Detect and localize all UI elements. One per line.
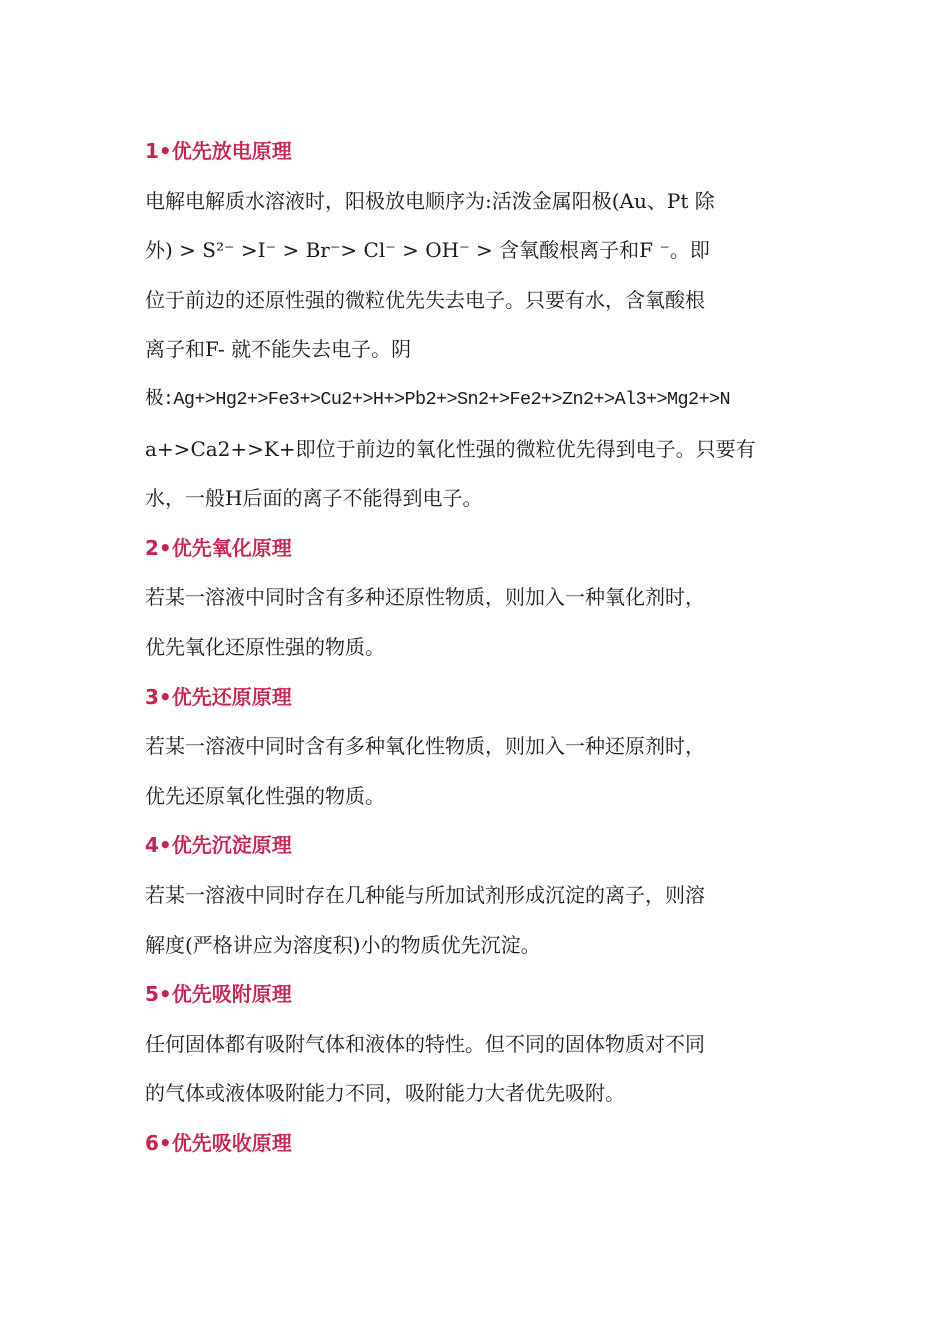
section-heading-3: 3•优先还原原理: [145, 684, 292, 709]
paragraph-line: a+>Ca2+>K+即位于前边的氧化性强的微粒优先得到电子。只要有: [145, 436, 756, 461]
section-heading-4: 4•优先沉淀原理: [145, 833, 292, 858]
section-heading-5: 5•优先吸附原理: [145, 982, 292, 1007]
paragraph-line: 若某一溶液中同时含有多种还原性物质，则加入一种氧化剂时，: [145, 585, 705, 610]
paragraph-line: 水，一般H后面的离子不能得到电子。: [145, 486, 483, 511]
paragraph-line: 优先氧化还原性强的物质。: [145, 634, 385, 659]
paragraph-line-formula: 极:Ag+>Hg2+>Fe3+>Cu2+>H+>Pb2+>Sn2+>Fe2+>Zn2+>Al3+>Mg2+>N: [145, 388, 730, 410]
section-heading-1: 1•优先放电原理: [145, 139, 292, 163]
paragraph-line: 若某一溶液中同时含有多种氧化性物质，则加入一种还原剂时，: [145, 734, 705, 759]
paragraph-line: 解度(严格讲应为溶度积)小的物质优先沉淀。: [145, 932, 541, 957]
paragraph-line: 的气体或液体吸附能力不同，吸附能力大者优先吸附。: [145, 1081, 625, 1106]
paragraph-line: 电解电解质水溶液时，阳极放电顺序为:活泼金属阳极(Au、Pt 除: [145, 188, 715, 213]
section-heading-2: 2•优先氧化原理: [145, 535, 292, 560]
paragraph-line: 若某一溶液中同时存在几种能与所加试剂形成沉淀的离子，则溶: [145, 882, 705, 907]
document-body: [145, 127, 810, 1168]
paragraph-line: 任何固体都有吸附气体和液体的特性。但不同的固体物质对不同: [145, 1031, 705, 1056]
paragraph-line: 离子和F- 就不能失去电子。阴: [145, 337, 412, 362]
paragraph-line: 位于前边的还原性强的微粒优先失去电子。只要有水，含氧酸根: [145, 287, 705, 312]
paragraph-line: 外) > S²⁻ >I⁻ > Br⁻> Cl⁻ > OH⁻ > 含氧酸根离子和F ⁻。即: [145, 238, 710, 263]
section-heading-6: 6•优先吸收原理: [145, 1130, 292, 1155]
paragraph-line: 优先还原氧化性强的物质。: [145, 783, 385, 808]
